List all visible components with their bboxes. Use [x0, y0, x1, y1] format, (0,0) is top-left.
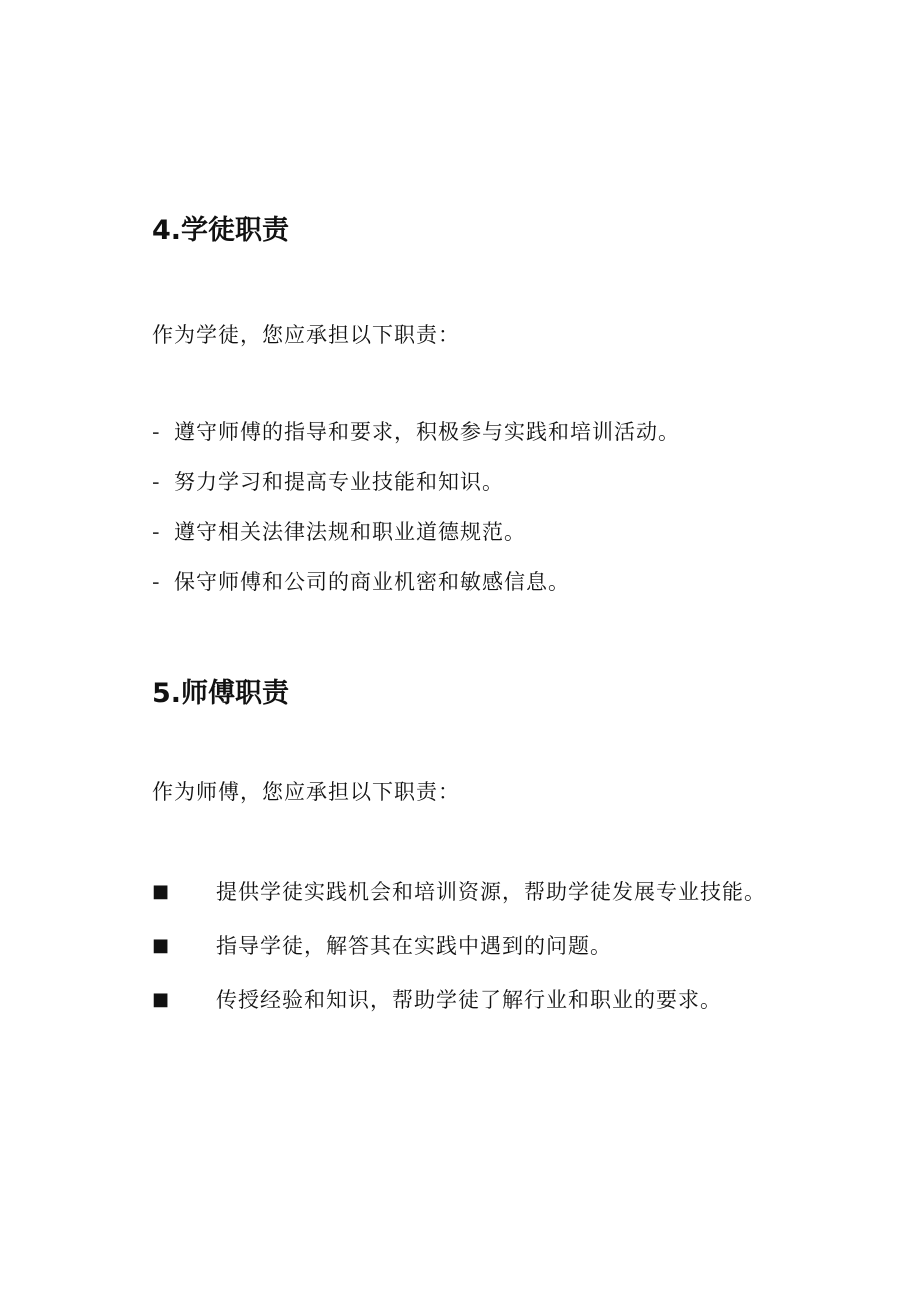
- section-5-title: 5.师傅职责: [152, 678, 290, 709]
- list-item: [152, 985, 766, 1039]
- section-5-intro: 作为师傅，您应承担以下职责：: [152, 780, 460, 804]
- dash-bullet: -: [152, 420, 161, 444]
- dash-bullet: -: [152, 570, 161, 594]
- list-item: [152, 467, 680, 517]
- apprentice-duties-list: [152, 417, 680, 617]
- list-item: [152, 877, 766, 931]
- list-item-text: 努力学习和提高专业技能和知识。: [174, 470, 504, 494]
- section-4-intro: 作为学徒，您应承担以下职责：: [152, 323, 460, 347]
- square-bullet-icon: ■: [152, 989, 171, 1010]
- list-item-text: 传授经验和知识，帮助学徒了解行业和职业的要求。: [216, 988, 722, 1012]
- list-item-text: 提供学徒实践机会和培训资源，帮助学徒发展专业技能。: [216, 880, 766, 904]
- list-item-text: 指导学徒，解答其在实践中遇到的问题。: [216, 934, 612, 958]
- list-item-text: 保守师傅和公司的商业机密和敏感信息。: [174, 570, 570, 594]
- dash-bullet: -: [152, 470, 161, 494]
- section-4-title: 4.学徒职责: [152, 215, 290, 246]
- mentor-duties-list: [152, 877, 766, 1039]
- list-item: [152, 567, 680, 617]
- square-bullet-icon: ■: [152, 935, 171, 956]
- list-item-text: 遵守相关法律法规和职业道德规范。: [174, 520, 526, 544]
- square-bullet-icon: ■: [152, 881, 171, 902]
- list-item: [152, 517, 680, 567]
- list-item: [152, 417, 680, 467]
- list-item-text: 遵守师傅的指导和要求，积极参与实践和培训活动。: [174, 420, 680, 444]
- dash-bullet: -: [152, 520, 161, 544]
- list-item: [152, 931, 766, 985]
